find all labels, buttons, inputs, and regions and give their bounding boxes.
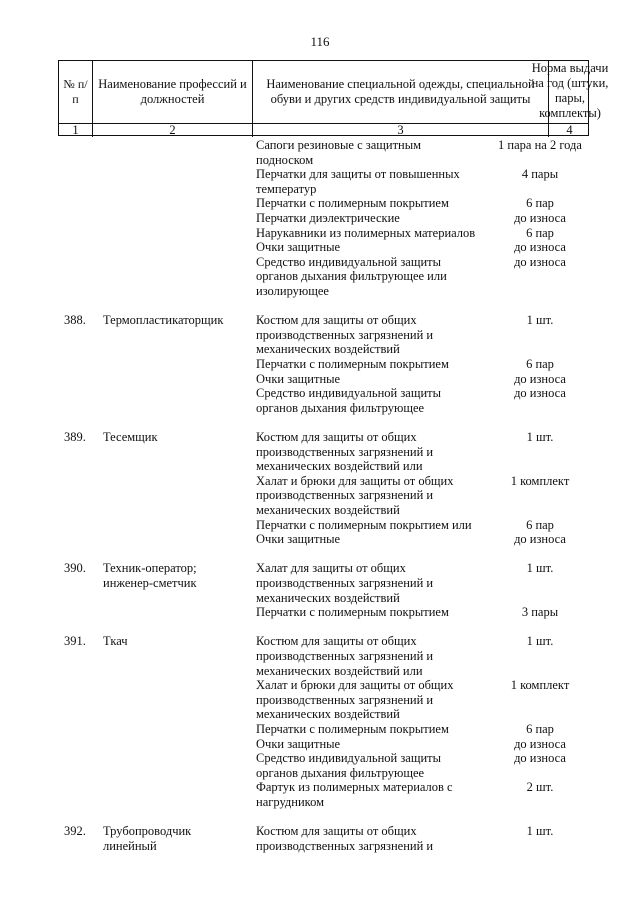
- protective-item: Перчатки с полимерным покрытием: [256, 722, 449, 736]
- protective-item: механических воздействий: [256, 503, 400, 517]
- protective-item: Очки защитные: [256, 372, 341, 386]
- issue-norm: до износа: [514, 240, 566, 254]
- issue-norm: 1 шт.: [526, 824, 554, 838]
- issue-norm: 6 пар: [526, 226, 554, 240]
- protective-item: Перчатки с полимерным покрытием: [256, 605, 449, 619]
- row-number: 389.: [64, 430, 86, 444]
- protective-item: органов дыхания фильтрующее или: [256, 269, 447, 283]
- header-profession-column: Наименование профессий и должностей: [93, 61, 253, 123]
- issue-norm: 6 пар: [526, 722, 554, 736]
- protective-item: нагрудником: [256, 795, 325, 809]
- column-number-3: 3: [253, 124, 549, 137]
- protective-item: механических воздействий или: [256, 664, 423, 678]
- column-number-1: 1: [59, 124, 93, 137]
- protective-item: Нарукавники из полимерных материалов: [256, 226, 476, 240]
- issue-norm: до износа: [514, 255, 566, 269]
- issue-norm: 1 шт.: [526, 313, 554, 327]
- protective-item: Костюм для защиты от общих: [256, 824, 417, 838]
- row-number: 388.: [64, 313, 86, 327]
- issue-norm: 3 пары: [521, 605, 559, 619]
- protective-item: изолирующее: [256, 284, 329, 298]
- protective-item: производственных загрязнений и: [256, 839, 434, 853]
- row-number: 391.: [64, 634, 86, 648]
- issue-norm: 6 пар: [526, 196, 554, 210]
- protective-item: Костюм для защиты от общих: [256, 313, 417, 327]
- issue-norm: 6 пар: [526, 518, 554, 532]
- protective-item: Халат для защиты от общих: [256, 561, 406, 575]
- column-number-4: 4: [566, 123, 573, 137]
- issue-norm: до износа: [514, 751, 566, 765]
- protective-item: производственных загрязнений и: [256, 649, 434, 663]
- protective-item: Средство индивидуальной защиты: [256, 386, 442, 400]
- issue-norm: 1 шт.: [526, 634, 554, 648]
- issue-norm: 1 шт.: [526, 561, 554, 575]
- issue-norm: 2 шт.: [526, 780, 554, 794]
- protective-item: Очки защитные: [256, 532, 341, 546]
- protective-item: Сапоги резиновые с защитным: [256, 138, 422, 152]
- header-norm-label: Норма выдачи на год (штуки, пары, комплекты): [531, 61, 609, 120]
- protective-item: Халат и брюки для защиты от общих: [256, 678, 454, 692]
- protective-item: Перчатки для защиты от повышенных: [256, 167, 460, 181]
- protective-item: Перчатки с полимерным покрытием или: [256, 518, 472, 532]
- profession-name: инженер-сметчик: [103, 576, 197, 590]
- profession-name: Ткач: [103, 634, 128, 648]
- issue-norm: до износа: [514, 386, 566, 400]
- profession-name: Техник-оператор;: [103, 561, 197, 575]
- protective-item: производственных загрязнений и: [256, 488, 434, 502]
- issue-norm: 1 пара на 2 года: [498, 138, 582, 152]
- protective-item: Костюм для защиты от общих: [256, 634, 417, 648]
- protective-item: Очки защитные: [256, 737, 341, 751]
- issue-norm: 1 комплект: [510, 678, 570, 692]
- column-number-2: 2: [93, 124, 253, 137]
- protective-item: органов дыхания фильтрующее: [256, 401, 425, 415]
- header-number-column: № п/п: [59, 61, 93, 123]
- issue-norm: до износа: [514, 211, 566, 225]
- protective-item: Средство индивидуальной защиты: [256, 255, 442, 269]
- protective-item: механических воздействий: [256, 707, 400, 721]
- issue-norm: 6 пар: [526, 357, 554, 371]
- protective-item: Очки защитные: [256, 240, 341, 254]
- protective-item: механических воздействий: [256, 342, 400, 356]
- table-header: [58, 60, 609, 137]
- protective-item: производственных загрязнений и: [256, 328, 434, 342]
- protective-item: Фартук из полимерных материалов с: [256, 780, 453, 794]
- row-number: 390.: [64, 561, 86, 575]
- protective-item: механических воздействий или: [256, 459, 423, 473]
- protective-item: Перчатки с полимерным покрытием: [256, 357, 449, 371]
- protective-item: органов дыхания фильтрующее: [256, 766, 425, 780]
- page-number: 116: [310, 34, 330, 49]
- protective-item: Перчатки диэлектрические: [256, 211, 400, 225]
- protective-item: температур: [256, 182, 317, 196]
- header-items-column: Наименование специальной одежды, специальной обуви и других средств индивидуальной защиты: [253, 61, 549, 123]
- profession-name: линейный: [103, 839, 157, 853]
- protective-item: производственных загрязнений и: [256, 693, 434, 707]
- profession-name: Термопластикаторщик: [103, 313, 224, 327]
- protective-item: производственных загрязнений и: [256, 576, 434, 590]
- row-number: 392.: [64, 824, 86, 838]
- protective-item: Халат и брюки для защиты от общих: [256, 474, 454, 488]
- profession-name: Тесемщик: [103, 430, 158, 444]
- issue-norm: до износа: [514, 532, 566, 546]
- protective-item: Костюм для защиты от общих: [256, 430, 417, 444]
- header-norm-column: [531, 61, 609, 123]
- protective-item: производственных загрязнений и: [256, 445, 434, 459]
- profession-name: Трубопроводчик: [103, 824, 192, 838]
- issue-norm: 1 комплект: [510, 474, 570, 488]
- protective-item: Средство индивидуальной защиты: [256, 751, 442, 765]
- protective-item: Перчатки с полимерным покрытием: [256, 196, 449, 210]
- protective-item: подноском: [256, 153, 314, 167]
- issue-norm: 4 пары: [521, 167, 559, 181]
- issue-norm: 1 шт.: [526, 430, 554, 444]
- issue-norm: до износа: [514, 737, 566, 751]
- header-column-numbers: [59, 123, 588, 137]
- protective-item: механических воздействий: [256, 591, 400, 605]
- issue-norm: до износа: [514, 372, 566, 386]
